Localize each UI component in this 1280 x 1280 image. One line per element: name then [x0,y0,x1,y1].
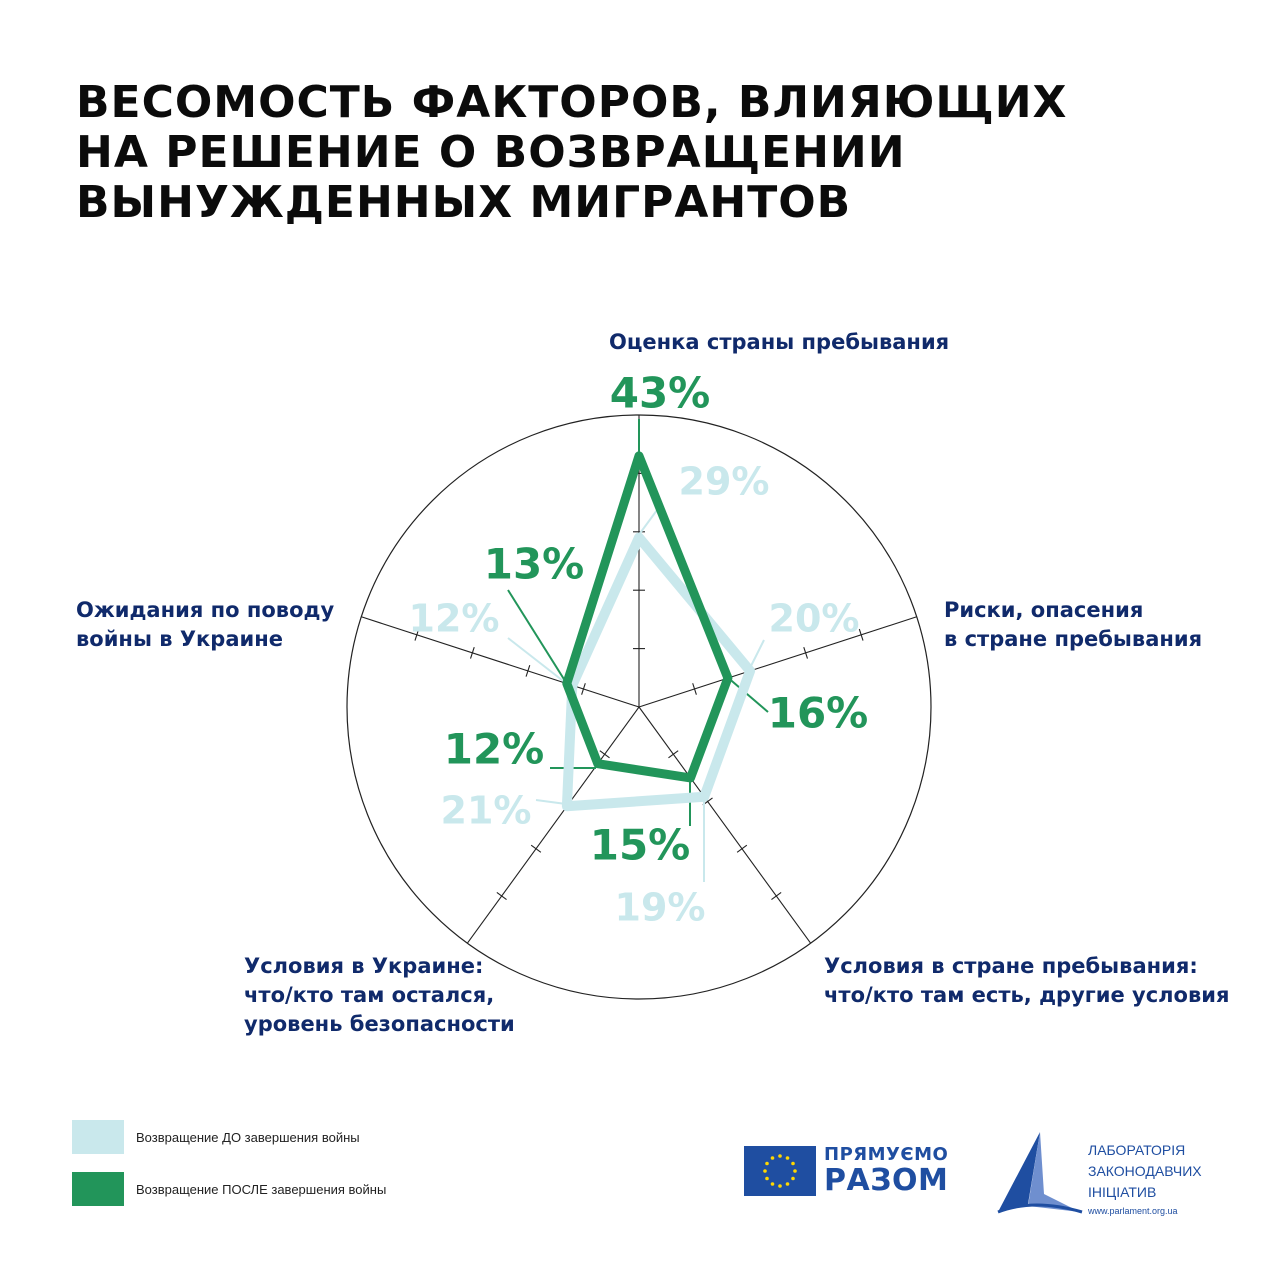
eu-star-icon [765,1162,769,1166]
axis-label-war-expectations [76,596,334,654]
radar-tick [497,892,507,899]
axis-label-host-country-conditions [824,952,1229,1010]
eu-star-icon [786,1182,790,1186]
value-label-after: 16% [767,688,869,738]
axis-label-line: Оценка страны пребывания [609,330,950,354]
axis-label-ukraine-conditions [244,952,515,1039]
leader-line-after [508,590,567,684]
value-label-after: 15% [589,820,691,870]
value-label-before: 21% [440,788,532,833]
eu-flag-icon [744,1146,816,1196]
axis-label-line: что/кто там остался, [244,983,495,1007]
legend-swatch-before [72,1120,124,1154]
legend-swatch-after [72,1172,124,1206]
eu-star-icon [771,1182,775,1186]
axis-label-line: Риски, опасения [944,598,1144,622]
eu-star-icon [763,1169,767,1173]
title-line: ВЫНУЖДЕННЫХ МИГРАНТОВ [76,177,852,228]
legend-item-after [72,1172,386,1206]
axis-label-host-country-risks [944,596,1202,654]
eu-logo [744,1146,948,1196]
legend-item-before [72,1120,360,1154]
lab-logo-line: ІНІЦІАТИВ [1088,1184,1157,1200]
legend-label: Возвращение ДО завершения войны [136,1129,360,1145]
eu-star-icon [765,1177,769,1181]
lab-logo-line: ЛАБОРАТОРІЯ [1088,1142,1186,1158]
eu-logo-line: ПРЯМУЄМО [824,1144,949,1165]
lab-logo-line: ЗАКОНОДАВЧИХ [1088,1163,1202,1179]
axis-label-line: уровень безопасности [244,1012,515,1036]
value-label-before: 29% [678,459,770,504]
radar-tick [668,751,678,758]
leader-line-before [750,640,764,668]
eu-star-icon [791,1177,795,1181]
axis-label-line: Условия в стране пребывания: [824,954,1198,978]
value-label-after: 13% [483,539,585,589]
radar-tick [531,845,541,852]
axis-label-line: Ожидания по поводу [76,598,335,622]
axis-label-line: в стране пребывания [944,627,1203,651]
value-label-after: 12% [443,724,545,774]
axis-label-line: войны в Украине [76,627,283,651]
axis-label-line: что/кто там есть, другие условия [824,983,1230,1007]
title-line: ВЕСОМОСТЬ ФАКТОРОВ, ВЛИЯЮЩИХ [76,77,1068,128]
value-label-before: 20% [768,596,860,641]
eu-logo-line: РАЗОМ [824,1163,949,1198]
axis-label-line: Условия в Украине: [244,954,484,978]
lab-triangle-icon [994,1128,1084,1218]
eu-star-icon [791,1162,795,1166]
eu-star-icon [786,1156,790,1160]
lab-logo [994,1128,1202,1222]
axis-label-host-country-assessment [609,328,949,357]
eu-star-icon [778,1184,782,1188]
radar-tick [737,845,747,852]
value-label-before: 12% [408,596,500,641]
leader-line-before [508,638,567,684]
lab-logo-url: www.parlament.org.ua [1088,1206,1178,1216]
value-label-before: 19% [614,885,706,930]
radar-tick [600,751,610,758]
legend-label: Возвращение ПОСЛЕ завершения войны [136,1181,387,1197]
eu-star-icon [793,1169,797,1173]
value-label-after: 43% [609,368,711,418]
series-after-polygon [567,456,728,778]
eu-star-icon [771,1156,775,1160]
title-line: НА РЕШЕНИЕ О ВОЗВРАЩЕНИИ [76,127,906,178]
eu-star-icon [778,1154,782,1158]
leader-line-before [536,800,566,804]
radar-tick [771,892,781,899]
